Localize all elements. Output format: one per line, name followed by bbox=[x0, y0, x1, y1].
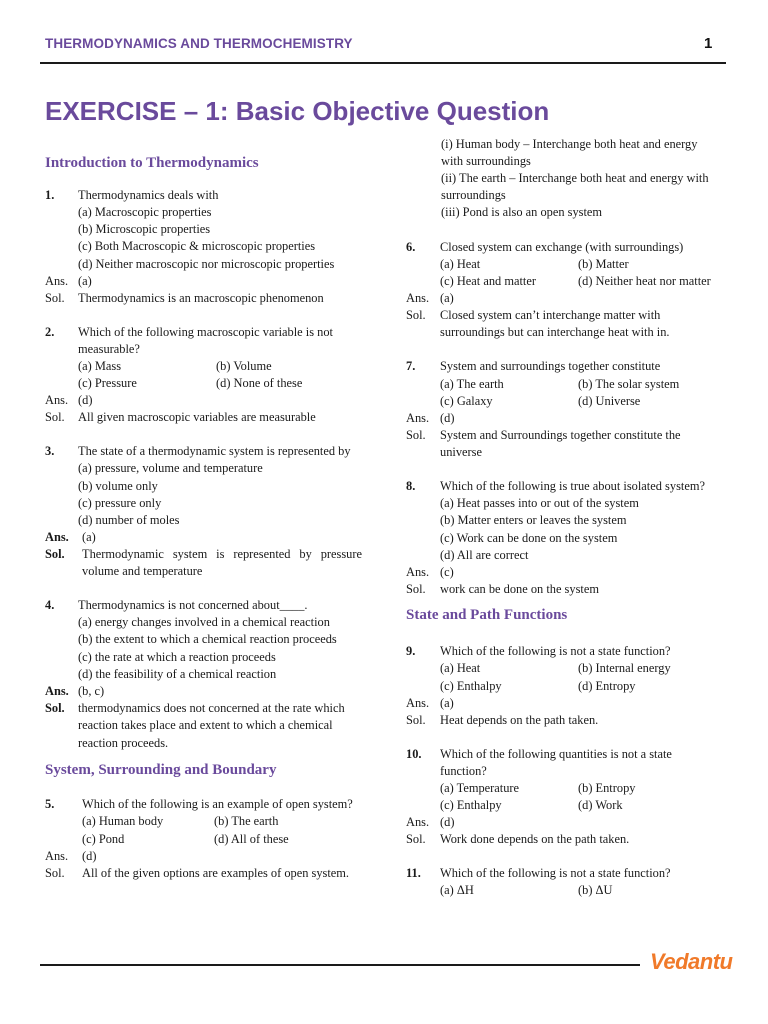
solution-label: Sol. bbox=[45, 291, 65, 305]
option-b: (b) Volume bbox=[216, 359, 272, 373]
option-d: (d) None of these bbox=[216, 376, 303, 390]
question-text: Which of the following is not a state function? bbox=[440, 866, 671, 880]
option-a: (a) Mass bbox=[78, 359, 122, 373]
solution-text: System and Surroundings together constitute the bbox=[440, 428, 681, 442]
option-a: (a) The earth bbox=[440, 377, 504, 391]
answer-value: (a) bbox=[440, 696, 454, 710]
option-c: (c) Enthalpy bbox=[440, 679, 502, 693]
answer-label: Ans. bbox=[406, 696, 430, 710]
answer-value: (a) bbox=[82, 530, 96, 544]
option-a: (a) Heat bbox=[440, 661, 481, 675]
option-a: (a) pressure, volume and temperature bbox=[78, 461, 263, 475]
vedantu-logo: Vedantu bbox=[650, 949, 733, 974]
solution-label: Sol. bbox=[406, 832, 426, 846]
section-heading-system: System, Surrounding and Boundary bbox=[45, 762, 277, 778]
option-d: (d) Work bbox=[578, 798, 623, 812]
solution-text: Heat depends on the path taken. bbox=[440, 713, 599, 727]
solution-label: Sol. bbox=[406, 713, 426, 727]
answer-label: Ans. bbox=[45, 274, 69, 288]
option-b: (b) The solar system bbox=[578, 377, 680, 391]
option-c: (c) Pressure bbox=[78, 376, 137, 390]
answer-value: (b, c) bbox=[78, 684, 105, 698]
question-number: 5. bbox=[45, 797, 55, 811]
solution-label: Sol. bbox=[406, 582, 426, 596]
option-d: (d) Neither heat nor matter bbox=[578, 274, 711, 288]
solution-text: work can be done on the system bbox=[440, 582, 599, 596]
option-b: (b) Matter enters or leaves the system bbox=[440, 513, 627, 527]
solution-label: Sol. bbox=[406, 308, 426, 322]
solution-text: Thermodynamics is an macroscopic phenomenon bbox=[78, 291, 324, 305]
option-c: (c) Both Macroscopic & microscopic properties bbox=[78, 239, 316, 253]
solution-continued: (iii) Pond is also an open system bbox=[441, 205, 603, 219]
solution-continued: with surroundings bbox=[441, 154, 531, 168]
option-d: (d) Universe bbox=[578, 394, 641, 408]
question-text: Which of the following is not a state function? bbox=[440, 644, 671, 658]
exercise-title: EXERCISE – 1: Basic Objective Question bbox=[45, 96, 550, 126]
question-text: function? bbox=[440, 764, 487, 778]
option-b: (b) Internal energy bbox=[578, 661, 671, 675]
option-c: (c) Work can be done on the system bbox=[440, 531, 618, 545]
option-b: (b) the extent to which a chemical reaction proceeds bbox=[78, 632, 337, 646]
option-b: (b) Microscopic properties bbox=[78, 222, 211, 236]
question-number: 2. bbox=[45, 325, 55, 339]
option-d: (d) the feasibility of a chemical reaction bbox=[78, 667, 277, 681]
option-a: (a) Heat passes into or out of the system bbox=[440, 496, 639, 510]
answer-label: Ans. bbox=[406, 291, 430, 305]
question-text: Thermodynamics deals with bbox=[78, 188, 219, 202]
answer-label: Ans. bbox=[406, 815, 430, 829]
solution-text: Work done depends on the path taken. bbox=[440, 832, 630, 846]
option-c: (c) Heat and matter bbox=[440, 274, 536, 288]
option-c: (c) Pond bbox=[82, 832, 125, 846]
section-heading-state: State and Path Functions bbox=[406, 607, 568, 623]
question-text: Closed system can exchange (with surroundings) bbox=[440, 240, 684, 254]
question-number: 10. bbox=[406, 747, 422, 761]
solution-text: thermodynamics does not concerned at the rate which bbox=[78, 701, 345, 715]
solution-continued: (i) Human body – Interchange both heat and energy bbox=[441, 137, 698, 151]
document-header-title: THERMODYNAMICS AND THERMOCHEMISTRY bbox=[45, 36, 353, 51]
question-text: The state of a thermodynamic system is represented by bbox=[78, 444, 351, 458]
solution-continued: (ii) The earth – Interchange both heat and energy with bbox=[441, 171, 709, 185]
solution-text: All of the given options are examples of open system. bbox=[82, 866, 350, 880]
answer-label: Ans. bbox=[45, 393, 69, 407]
option-b: (b) Matter bbox=[578, 257, 629, 271]
question-number: 8. bbox=[406, 479, 416, 493]
question-text: measurable? bbox=[78, 342, 140, 356]
option-c: (c) Enthalpy bbox=[440, 798, 502, 812]
solution-text: universe bbox=[440, 445, 482, 459]
solution-text: reaction proceeds. bbox=[78, 736, 169, 750]
option-d: (d) Neither macroscopic nor microscopic properties bbox=[78, 257, 335, 271]
page-number: 1 bbox=[704, 35, 713, 52]
question-number: 4. bbox=[45, 598, 55, 612]
answer-value: (d) bbox=[78, 393, 93, 407]
option-d: (d) Entropy bbox=[578, 679, 636, 693]
answer-value: (c) bbox=[440, 565, 454, 579]
option-a: (a) ΔH bbox=[440, 883, 474, 897]
option-a: (a) Macroscopic properties bbox=[78, 205, 212, 219]
answer-label: Ans. bbox=[45, 684, 69, 698]
option-a: (a) energy changes involved in a chemical reaction bbox=[78, 615, 330, 629]
question-text: Which of the following quantities is not a state bbox=[440, 747, 672, 761]
solution-text: Thermodynamic system is represented by pressure bbox=[82, 547, 362, 561]
answer-value: (d) bbox=[440, 411, 455, 425]
solution-label: Sol. bbox=[406, 428, 426, 442]
question-number: 3. bbox=[45, 444, 55, 458]
question-text: Which of the following is an example of open system? bbox=[82, 797, 353, 811]
option-b: (b) ΔU bbox=[578, 883, 613, 897]
question-text: Thermodynamics is not concerned about____. bbox=[78, 598, 308, 612]
option-b: (b) volume only bbox=[78, 479, 158, 493]
option-c: (c) pressure only bbox=[78, 496, 162, 510]
question-text: System and surroundings together constitute bbox=[440, 359, 661, 373]
footer-divider bbox=[40, 964, 640, 966]
option-c: (c) the rate at which a reaction proceeds bbox=[78, 650, 276, 664]
solution-label: Sol. bbox=[45, 547, 65, 561]
option-c: (c) Galaxy bbox=[440, 394, 493, 408]
option-a: (a) Heat bbox=[440, 257, 481, 271]
answer-value: (d) bbox=[82, 849, 97, 863]
question-number: 6. bbox=[406, 240, 416, 254]
question-number: 11. bbox=[406, 866, 421, 880]
solution-text: Closed system can’t interchange matter with bbox=[440, 308, 661, 322]
solution-label: Sol. bbox=[45, 410, 65, 424]
option-a: (a) Temperature bbox=[440, 781, 520, 795]
section-heading-intro: Introduction to Thermodynamics bbox=[45, 155, 259, 171]
solution-text: reaction takes place and extent to which a chemical bbox=[78, 718, 333, 732]
solution-continued: surroundings bbox=[441, 188, 506, 202]
question-number: 7. bbox=[406, 359, 416, 373]
answer-value: (d) bbox=[440, 815, 455, 829]
solution-label: Sol. bbox=[45, 701, 65, 715]
answer-value: (a) bbox=[78, 274, 92, 288]
answer-label: Ans. bbox=[406, 565, 430, 579]
answer-label: Ans. bbox=[406, 411, 430, 425]
solution-text: surroundings but can interchange heat with in. bbox=[440, 325, 670, 339]
header-divider bbox=[40, 62, 726, 64]
option-d: (d) All are correct bbox=[440, 548, 529, 562]
option-b: (b) The earth bbox=[214, 814, 279, 828]
question-text: Which of the following macroscopic variable is not bbox=[78, 325, 333, 339]
option-a: (a) Human body bbox=[82, 814, 164, 828]
question-number: 1. bbox=[45, 188, 55, 202]
answer-label: Ans. bbox=[45, 849, 69, 863]
option-d: (d) All of these bbox=[214, 832, 289, 846]
option-b: (b) Entropy bbox=[578, 781, 636, 795]
solution-label: Sol. bbox=[45, 866, 65, 880]
solution-text: All given macroscopic variables are measurable bbox=[78, 410, 316, 424]
answer-value: (a) bbox=[440, 291, 454, 305]
question-text: Which of the following is true about isolated system? bbox=[440, 479, 705, 493]
solution-text: volume and temperature bbox=[82, 564, 203, 578]
answer-label: Ans. bbox=[45, 530, 69, 544]
question-number: 9. bbox=[406, 644, 416, 658]
option-d: (d) number of moles bbox=[78, 513, 180, 527]
